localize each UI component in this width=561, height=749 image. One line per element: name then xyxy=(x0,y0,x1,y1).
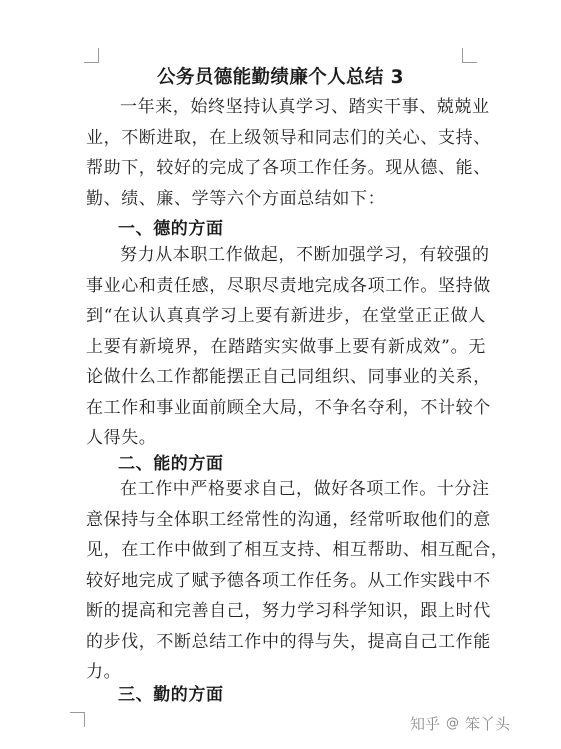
paragraph-line: 事业心和责任感，尽职尽责地完成各项工作。坚持做 xyxy=(86,275,491,296)
page-corner-mark-top-right xyxy=(462,48,477,63)
paragraph-line: 的步伐，不断总结工作中的得与失，提高自己工作能 xyxy=(86,631,491,652)
paragraph-line: 在工作和事业面前顾全大局，不争名夺利，不计较个 xyxy=(86,397,491,418)
paragraph-line: 力。 xyxy=(86,662,122,682)
paragraph-line: 论做什么工作都能摆正自己同组织、同事业的关系， xyxy=(86,367,491,387)
paragraph-line: 人得失。 xyxy=(86,428,157,448)
zhihu-watermark xyxy=(410,708,510,738)
paragraph-line: 到“在认认真真学习上要有新进步，在堂堂正正做人 xyxy=(86,306,486,326)
watermark-author: 笨丫头 xyxy=(465,714,511,733)
paragraph-line: 在工作中严格要求自己，做好各项工作。十分注 xyxy=(120,479,490,499)
section-paragraph-de xyxy=(86,240,491,454)
section-heading-qin: 三、勤的方面 xyxy=(118,685,224,705)
watermark-at-sign: @ xyxy=(446,715,460,731)
page-corner-mark-bottom-left xyxy=(70,712,85,727)
watermark-site: 知乎 xyxy=(410,714,441,733)
paragraph-line: 较好地完成了赋予德各项工作任务。从工作实践中不 xyxy=(86,570,491,591)
document-title: 公务员德能勤绩廉个人总结 3 xyxy=(157,67,404,88)
intro-line: 一年来，始终坚持认真学习、踏实干事、兢兢业 xyxy=(120,97,490,117)
intro-line: 业，不断进取，在上级领导和同志们的关心、支持、 xyxy=(86,127,491,148)
paragraph-line: 努力从本职工作做起，不断加强学习，有较强的 xyxy=(120,245,490,265)
section-paragraph-neng xyxy=(86,474,509,688)
paragraph-line: 见，在工作中做到了相互支持、相互帮助、相互配合， xyxy=(86,540,509,560)
paragraph-line: 意保持与全体职工经常性的沟通，经常听取他们的意 xyxy=(86,509,491,530)
paragraph-line: 断的提高和完善自己，努力学习科学知识，跟上时代 xyxy=(86,601,491,621)
page-corner-mark-top-left xyxy=(84,48,99,63)
intro-line: 帮助下，较好的完成了各项工作任务。现从德、能、 xyxy=(86,158,491,178)
section-heading-neng: 二、能的方面 xyxy=(118,454,224,474)
section-heading-de: 一、德的方面 xyxy=(118,219,224,239)
intro-line: 勤、绩、廉、学等六个方面总结如下： xyxy=(86,188,386,209)
paragraph-line: 上要有新境界，在踏踏实实做事上要有新成效”。无 xyxy=(86,336,486,357)
intro-paragraph xyxy=(86,92,491,214)
